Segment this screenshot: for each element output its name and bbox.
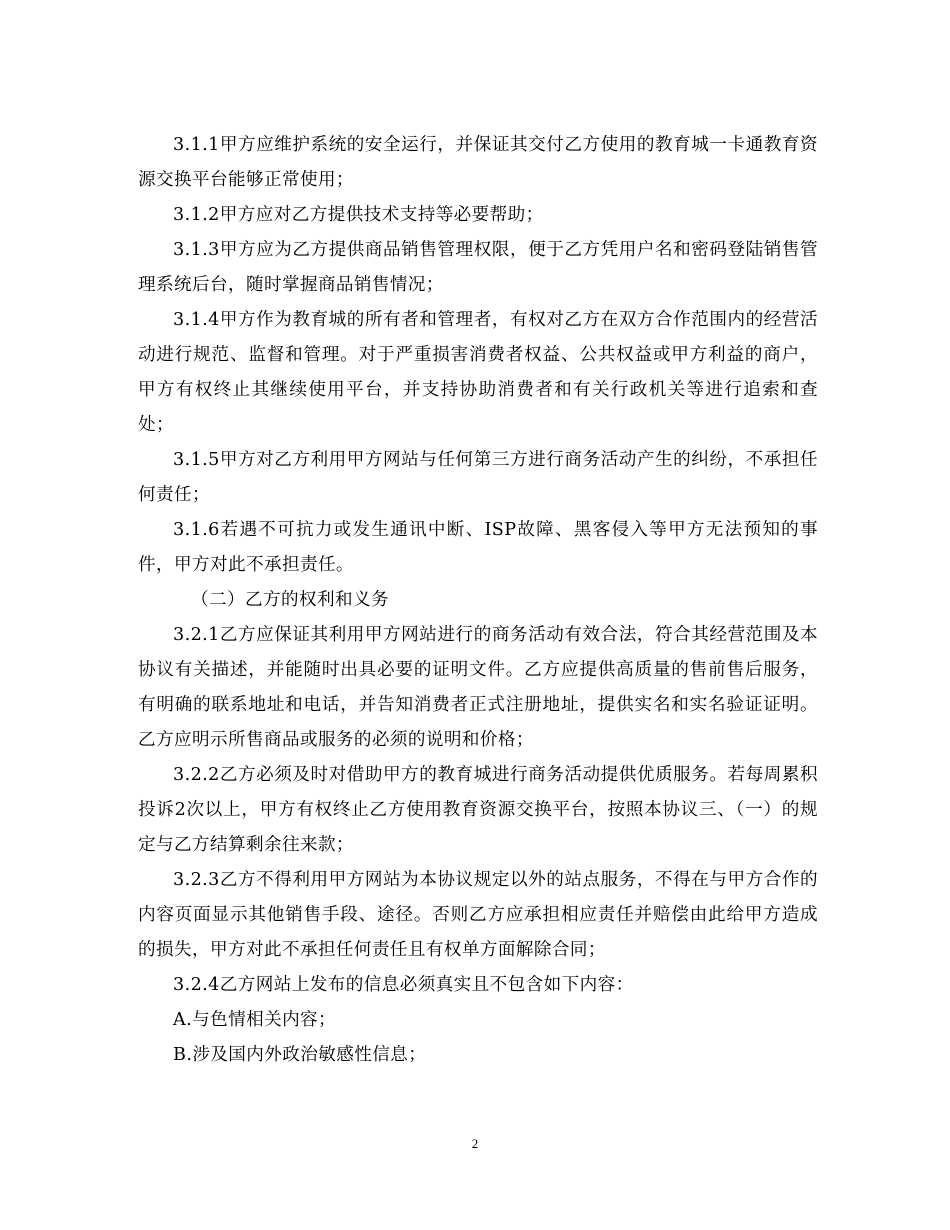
clause-3-2-1: 3.2.1乙方应保证其利用甲方网站进行的商务活动有效合法，符合其经营范围及本协议有关描述，并能随时出具必要的证明文件。乙方应提供高质量的售前售后服务，有明确的联系地址和电话，并告知消费者正式注册地址，提供实名和实名验证证明。乙方应明示所售商品或服务的必须的说明和价格； [138, 625, 818, 750]
clause-3-1-2: 3.1.2甲方应对乙方提供技术支持等必要帮助； [173, 205, 544, 225]
clause-3-1-5: 3.1.5甲方对乙方利用甲方网站与任何第三方进行商务活动产生的纠纷，不承担任何责任； [138, 450, 818, 505]
document-body [138, 128, 818, 1073]
section-heading-party-b: （二）乙方的权利和义务 [191, 590, 389, 610]
clause-3-2-3: 3.2.3乙方不得利用甲方网站为本协议规定以外的站点服务，不得在与甲方合作的内容页面显示其他销售手段、途径。否则乙方应承担相应责任并赔偿由此给甲方造成的损失，甲方对此不承担任何责任且有权单方面解除合同； [138, 870, 818, 960]
clause-3-1-4: 3.1.4甲方作为教育城的所有者和管理者，有权对乙方在双方合作范围内的经营活动进行规范、监督和管理。对于严重损害消费者权益、公共权益或甲方利益的商户，甲方有权终止其继续使用平台，并支持协助消费者和有关行政机关等进行追索和查处； [138, 310, 818, 435]
clause-item-b: B.涉及国内外政治敏感性信息； [173, 1045, 427, 1065]
clause-3-1-3: 3.1.3甲方应为乙方提供商品销售管理权限，便于乙方凭用户名和密码登陆销售管理系统后台，随时掌握商品销售情况； [138, 240, 818, 295]
clause-3-1-6: 3.1.6若遇不可抗力或发生通讯中断、ISP故障、黑客侵入等甲方无法预知的事件，甲方对此不承担责任。 [138, 520, 818, 575]
clause-item-a: A.与色情相关内容； [173, 1010, 337, 1030]
clause-3-2-2: 3.2.2乙方必须及时对借助甲方的教育城进行商务活动提供优质服务。若每周累积投诉2次以上，甲方有权终止乙方使用教育资源交换平台，按照本协议三、（一）的规定与乙方结算剩余往来款； [138, 765, 818, 855]
clause-3-2-4: 3.2.4乙方网站上发布的信息必须真实且不包含如下内容： [173, 975, 634, 995]
clause-3-1-1: 3.1.1甲方应维护系统的安全运行，并保证其交付乙方使用的教育城一卡通教育资源交换平台能够正常使用； [138, 135, 818, 190]
page-number: 2 [471, 1136, 479, 1151]
